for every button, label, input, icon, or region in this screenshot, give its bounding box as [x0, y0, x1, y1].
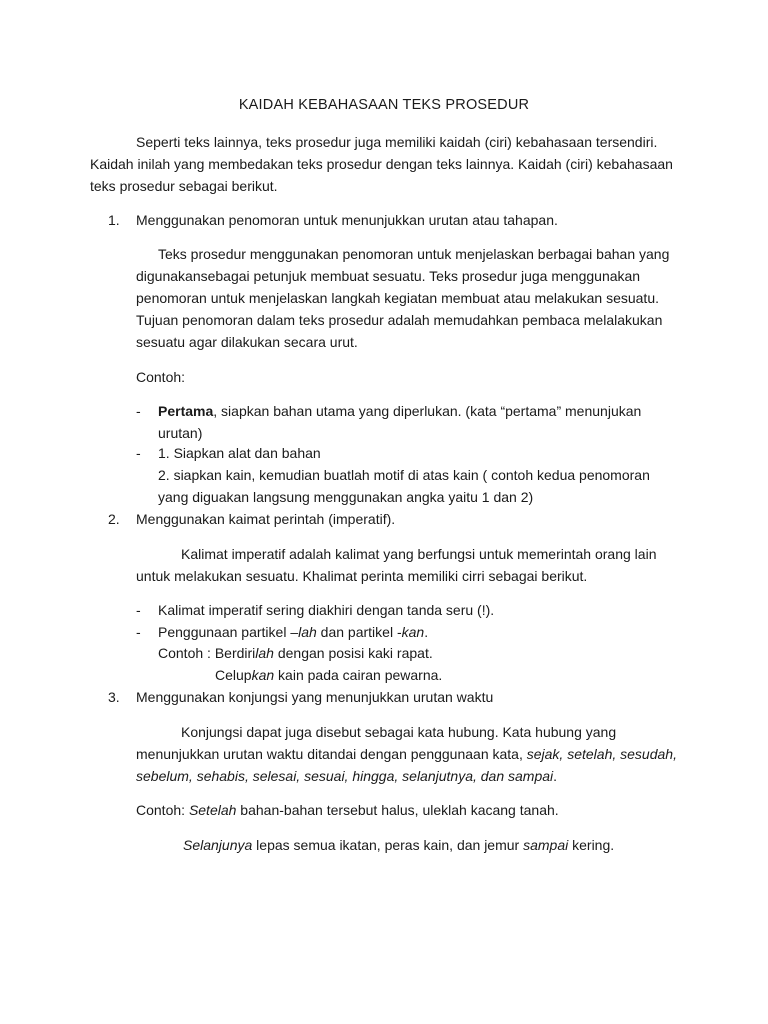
- partikel-text: Penggunaan partikel –: [158, 624, 299, 640]
- section-2-heading: Menggunakan kaimat perintah (imperatif).: [136, 511, 396, 527]
- example-text: Contoh:: [136, 802, 189, 818]
- section-2-number: 2.: [108, 511, 120, 527]
- partikel-text: .: [424, 624, 429, 640]
- example-italic: sampai: [523, 837, 569, 853]
- example-text: lepas semua ikatan, peras kain, dan jemur: [252, 837, 524, 853]
- example-celupkan: [215, 664, 725, 686]
- intro-paragraph: Seperti teks lainnya, teks prosedur juga memiliki kaidah (ciri) kebahasaan tersendiri. Kaidah inilah yang membedakan teks prosedur dengan teks lainnya. Kaidah (ciri) kebahasaan teks prosedur sebagai berikut.: [90, 134, 673, 194]
- section-3-number: 3.: [108, 689, 120, 705]
- bullet-siapkan-alat: 1. Siapkan alat dan bahan: [158, 445, 321, 461]
- bullet-pertama: [158, 400, 668, 444]
- example-text: bahan-bahan tersebut halus, uleklah kacang tanah.: [236, 802, 559, 818]
- section-1-paragraph: Teks prosedur menggunakan penomoran untuk menjelaskan berbagai bahan yang digunakansebagai petunjuk membuat sesuatu. Teks prosedur juga menggunakan penomoran untuk menjelaskan langkah kegiatan membuat atau melakukan sesuatu. Tujuan penomoran dalam teks prosedur adalah memudahkan pembaca melalakukan sesuatu agar dilakukan secara urut.: [136, 246, 670, 350]
- example-italic: kan: [251, 667, 275, 683]
- example-text: kering.: [568, 837, 615, 853]
- section-3-example: [136, 799, 696, 821]
- section-3-paragraph: [136, 721, 681, 787]
- paragraph-text: Konjungsi dapat juga disebut sebagai kata hubung. Kata hubung yang menunjukkan urutan waktu ditandai dengan penggunaan kata,: [136, 724, 617, 762]
- section-2-paragraph: Kalimat imperatif adalah kalimat yang berfungsi untuk memerintah orang lain untuk melakukan sesuatu. Khalimat perinta memiliki cirri sebagai berikut.: [136, 546, 657, 584]
- partikel-lah: lah: [298, 624, 317, 640]
- example-italic: Setelah: [188, 802, 237, 818]
- partikel-kan: kan: [401, 624, 425, 640]
- section-3-example-2: [183, 834, 743, 856]
- bullet-bold-word: Pertama: [158, 403, 214, 419]
- section-1-number: 1.: [108, 212, 120, 228]
- paragraph-italic-list: sejak, setelah, sesudah, sebelum, sehabis, selesai, sesuai, hingga, selanjutnya, dan sampai: [136, 746, 677, 784]
- example-text: Celup: [215, 667, 252, 683]
- bullet-dash: -: [136, 624, 141, 640]
- bullet-dash: -: [136, 445, 141, 461]
- example-text: Contoh : Berdiri: [158, 645, 256, 661]
- bullet-dash: -: [136, 602, 141, 618]
- bullet-partikel: [158, 621, 668, 643]
- example-italic: lah: [255, 645, 274, 661]
- bullet-siapkan-kain: 2. siapkan kain, kemudian buatlah motif di atas kain ( contoh kedua penomoran yang diguakan langsung menggunakan angka yaitu 1 dan 2): [158, 467, 650, 505]
- section-3-heading: Menggunakan konjungsi yang menunjukkan urutan waktu: [136, 689, 494, 705]
- example-italic: Selanjunya: [183, 837, 253, 853]
- paragraph-text: .: [553, 768, 558, 784]
- example-text: dengan posisi kaki rapat.: [273, 645, 433, 661]
- example-berdirilah: [158, 642, 668, 664]
- bullet-dash: -: [136, 403, 141, 419]
- bullet-tanda-seru: Kalimat imperatif sering diakhiri dengan tanda seru (!).: [158, 602, 495, 618]
- section-1-heading: Menggunakan penomoran untuk menunjukkan urutan atau tahapan.: [136, 212, 558, 228]
- section-1-example-label: Contoh:: [136, 369, 186, 385]
- partikel-text: dan partikel -: [316, 624, 402, 640]
- bullet-text: , siapkan bahan utama yang diperlukan. (kata “pertama” menunjukan urutan): [158, 403, 642, 441]
- page-title: KAIDAH KEBAHASAAN TEKS PROSEDUR: [238, 97, 530, 113]
- example-text: kain pada cairan pewarna.: [274, 667, 443, 683]
